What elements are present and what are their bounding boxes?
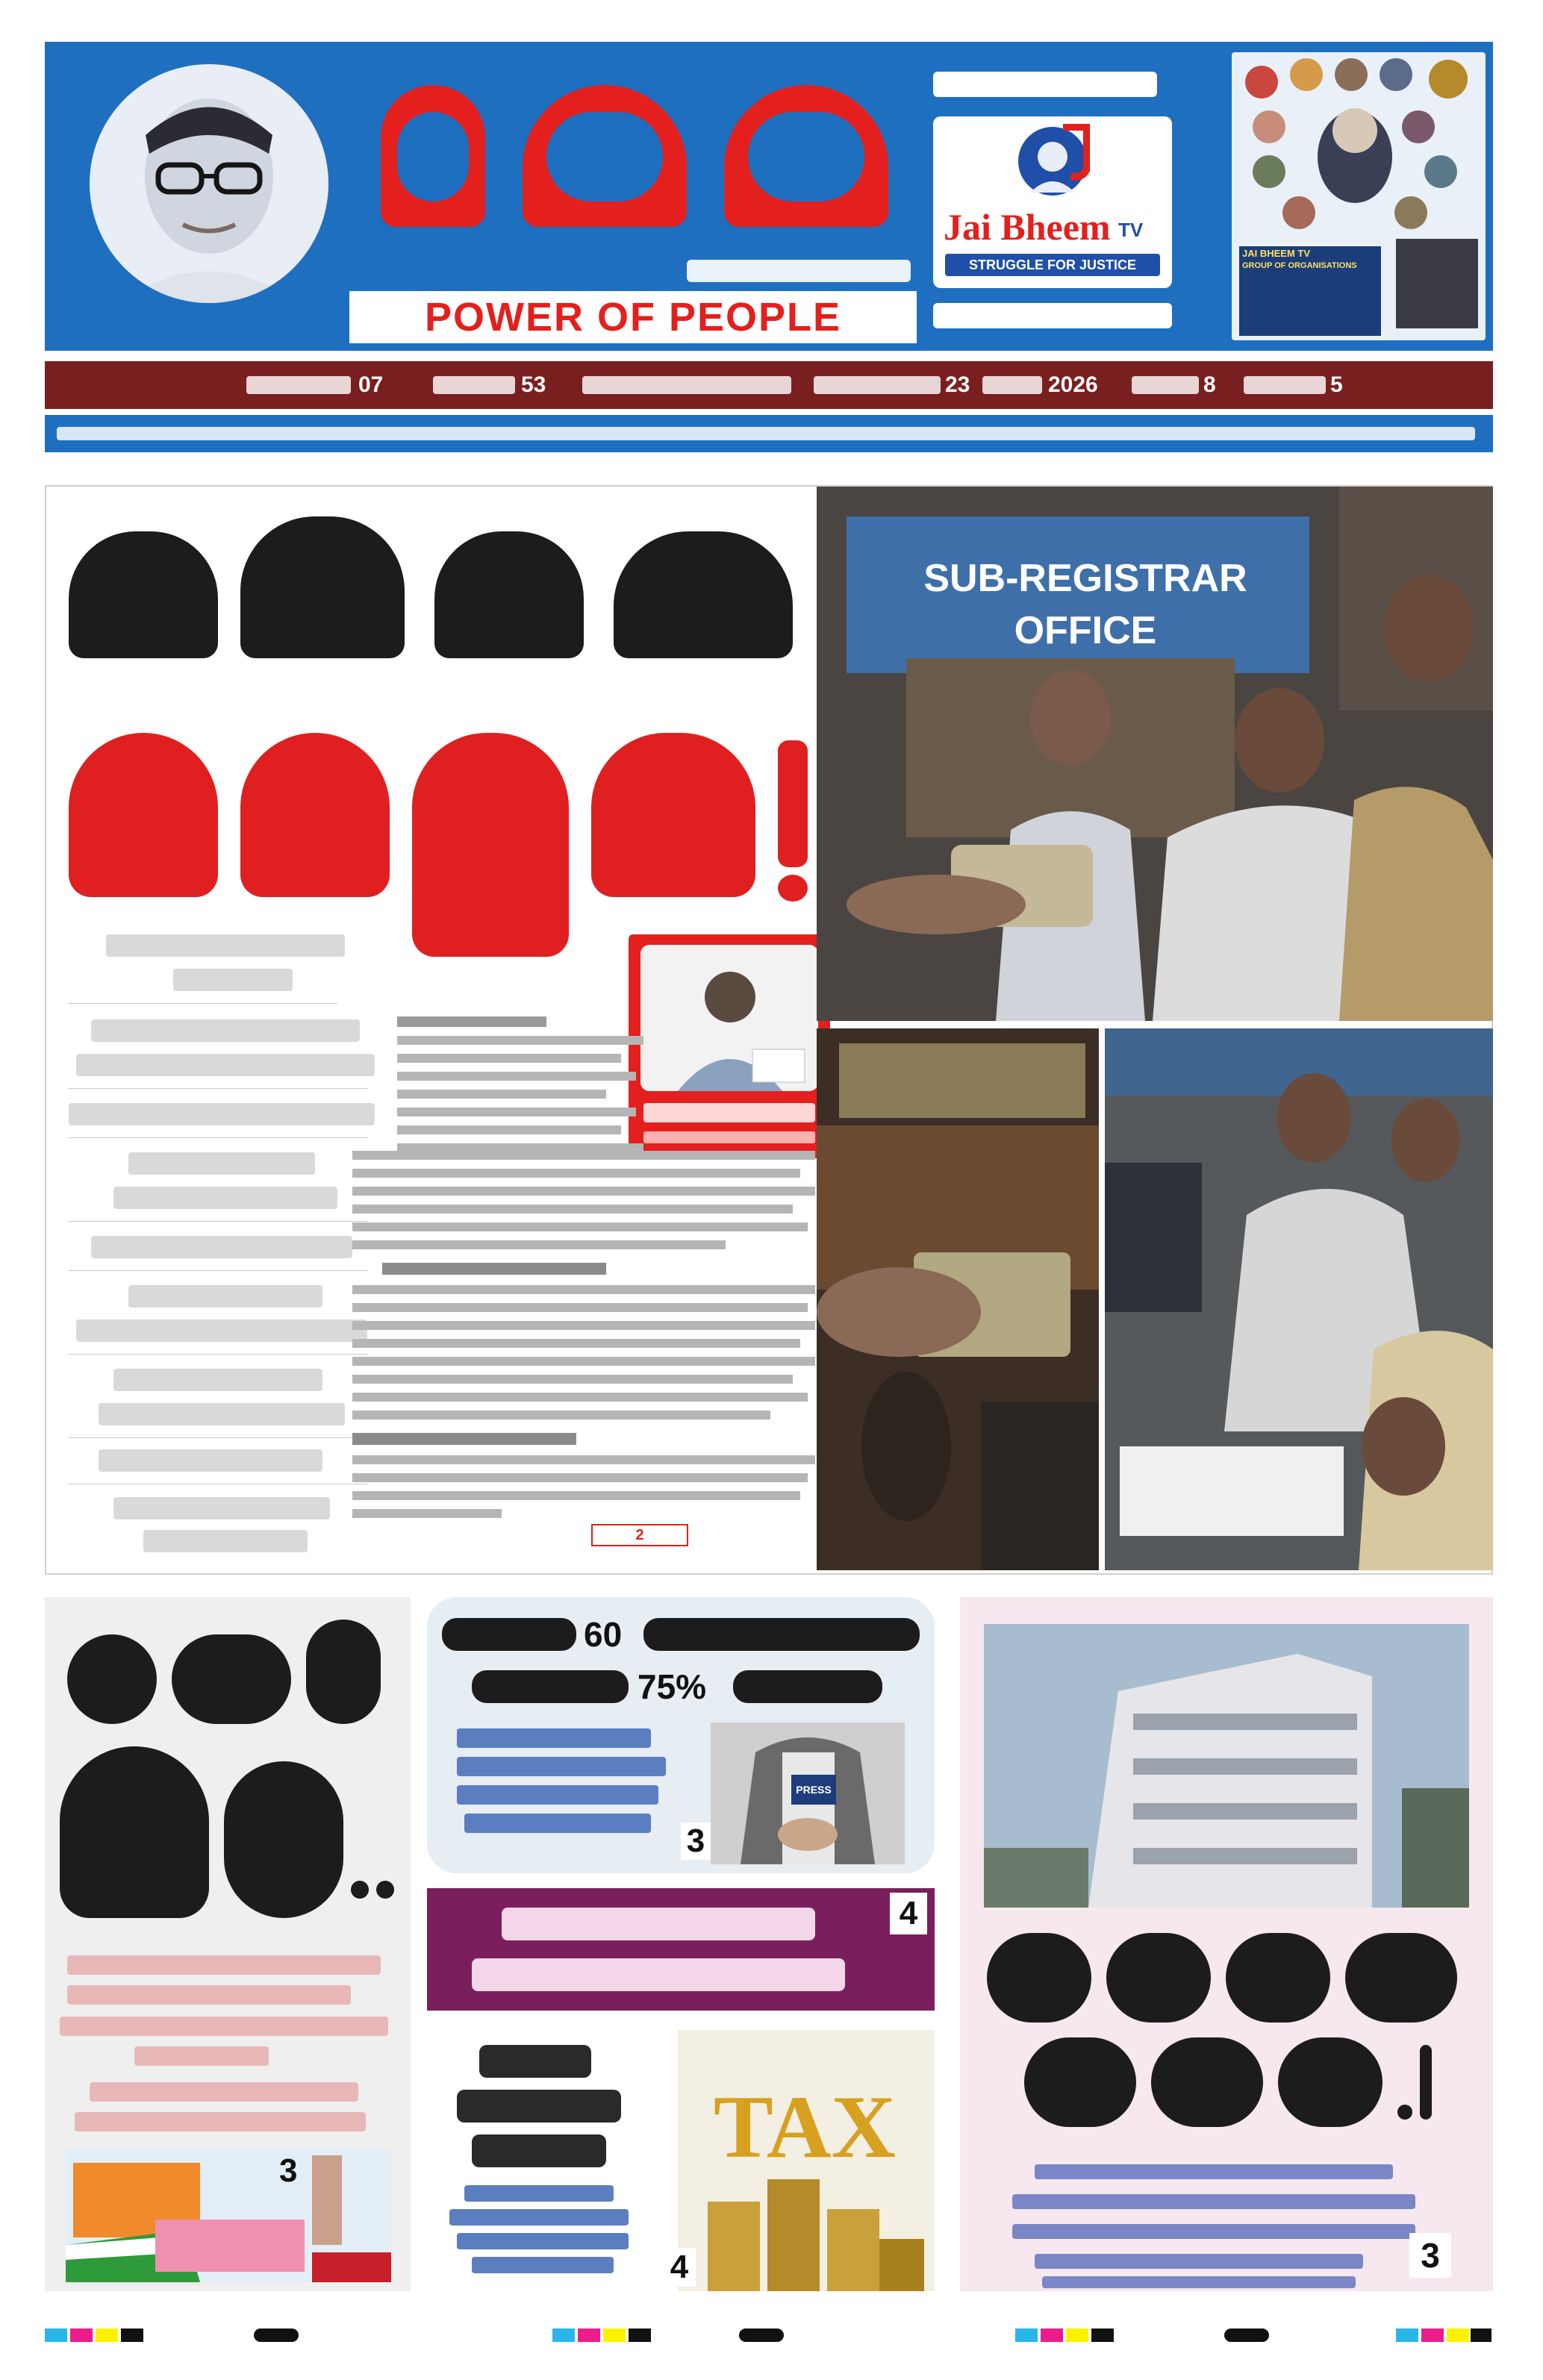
- date-year: 2026: [1048, 372, 1098, 397]
- karnataka-discount: 75%: [638, 1667, 707, 1706]
- date-day: 23: [945, 372, 970, 397]
- continued-tag: [591, 1524, 688, 1546]
- photo-officer-at-counter: [1105, 1028, 1493, 1570]
- munnipol-page-number: 3: [279, 2152, 298, 2189]
- issue-info-bar: [45, 361, 1493, 409]
- right-story: [960, 1597, 1493, 2291]
- logo-tagline: STRUGGLE FOR JUSTICE: [945, 254, 1160, 276]
- karnataka-page-number: 3: [681, 1823, 711, 1860]
- lead-story: [45, 485, 1493, 1575]
- page-count: 8: [1203, 372, 1216, 397]
- newspaper-title-lettering: [351, 60, 918, 246]
- collage-heading: JAI BHEEM TV: [1242, 248, 1311, 259]
- tax-story: [427, 2030, 935, 2291]
- subtitle-lettering: [687, 260, 911, 282]
- right-headline-line-2: [1024, 2037, 1442, 2134]
- issue-number: 53: [521, 372, 546, 397]
- founder-photo: [640, 945, 818, 1091]
- right-page-number: 3: [1409, 2233, 1451, 2278]
- office-sign: SUB-REGISTRAR OFFICE: [923, 557, 1247, 652]
- photo-tax-coins: [678, 2030, 935, 2291]
- tax-page-number: 4: [663, 2248, 696, 2287]
- logo-name: Jai Bheem: [944, 206, 1111, 248]
- karnataka-age: 60: [584, 1615, 623, 1654]
- photo-cash-handover: [817, 1028, 1099, 1570]
- jai-bheem-tv-logo: [933, 116, 1172, 288]
- photo-party-flags: [66, 2148, 391, 2282]
- organisations-collage: [1232, 52, 1486, 340]
- price: 5: [1330, 372, 1343, 397]
- volume-number: 07: [358, 372, 384, 397]
- tax-image-word: TAX: [713, 2077, 897, 2176]
- headline-line-1: [69, 516, 800, 666]
- headline-line-2: [69, 710, 823, 957]
- ready-heading: [60, 1746, 396, 1925]
- press-badge-label: PRESS: [796, 1784, 832, 1796]
- print-marks: [45, 2321, 1493, 2351]
- karnataka-heading-line-1: [442, 1612, 920, 1657]
- logo-suffix: TV: [1118, 219, 1144, 241]
- continued-page-number: 2: [635, 1527, 644, 1543]
- founder-box: [629, 934, 830, 1158]
- slogan-power-of-people: POWER OF PEOPLE: [349, 291, 917, 343]
- lead-article-body-wide: [352, 1151, 815, 1554]
- desam-page-number: 4: [890, 1893, 927, 1934]
- tagline-top-lettering: [933, 72, 1157, 97]
- pull-quotes: [61, 927, 382, 1554]
- karnataka-story: [427, 1597, 935, 1873]
- ambedkar-portrait: [90, 64, 328, 303]
- right-headline-line-1: [987, 1933, 1465, 2023]
- munnipol-heading: [67, 1620, 388, 1754]
- photo-building: [984, 1624, 1469, 1908]
- photo-journalist-press: [711, 1722, 905, 1864]
- main-photo-sub-registrar: [817, 487, 1493, 1021]
- karnataka-heading-line-2: [472, 1664, 890, 1709]
- municipal-polls-story: [45, 1597, 411, 2291]
- masthead: [45, 42, 1493, 351]
- publishers-strip: [45, 415, 1493, 452]
- desam-kosam-banner: [427, 1888, 935, 2011]
- tagline-bottom-lettering: [933, 303, 1172, 328]
- logo-emblem-icon: [1015, 124, 1090, 199]
- collage-subheading: GROUP OF ORGANISATIONS: [1242, 261, 1357, 270]
